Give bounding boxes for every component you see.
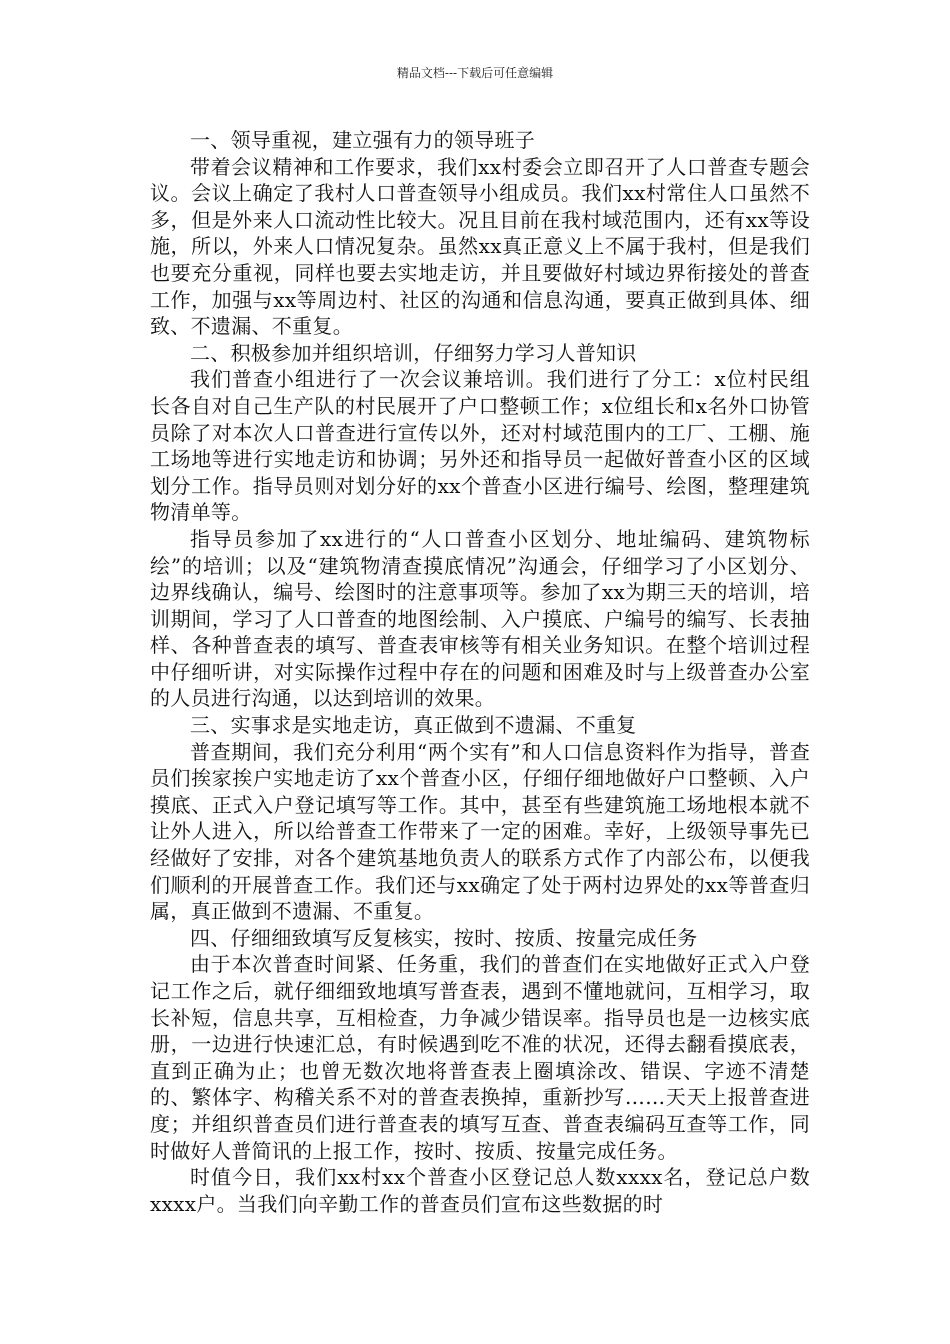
section-heading-1: 一、领导重视，建立强有力的领导班子 xyxy=(190,128,536,152)
body-paragraph: 由于本次普查时间紧、任务重，我们的普查们在实地做好正式入户登记工作之后，就仔细细致地填写普查表，遇到不懂地就问，互相学习，取长补短，信息共享，互相检查，力争减少错误率。指导员也是一边核实底册，一边进行快速汇总，有时候遇到吃不准的状况，还得去翻看摸底表，直到正确为止；也曾无数次地将普查表上圈填涂改、错误、字迹不清楚的、繁体字、构稽关系不对的普查表换掉，重新抄写……天天上报普查进度；并组织普查员们进行普查表的填写互查、普查表编码互查等工作，同时做好人普简讯的上报工作，按时、按质、按量完成任务。 xyxy=(150,952,810,1163)
body-paragraph: 带着会议精神和工作要求，我们xx村委会立即召开了人口普查专题会议。会议上确定了我村人口普查领导小组成员。我们xx村常住人口虽然不多，但是外来人口流动性比较大。况且目前在我村域范围内，还有xx等设施，所以，外来人口情况复杂。虽然xx真正意义上不属于我村，但是我们也要充分重视，同样也要去实地走访，并且要做好村域边界衔接处的普查工作，加强与xx等周边村、社区的沟通和信息沟通，要真正做到具体、细致、不遗漏、不重复。 xyxy=(150,154,810,339)
section-heading-4: 四、仔细细致填写反复核实，按时、按质、按量完成任务 xyxy=(190,925,698,950)
body-paragraph: 我们普查小组进行了一次会议兼培训。我们进行了分工：x位村民组长各自对自己生产队的村民展开了户口整顿工作；x位组长和x名外口协管员除了对本次人口普查进行宣传以外，还对村域范围内的工厂、工棚、施工场地等进行实地走访和协调；另外还和指导员一起做好普查小区的区域划分工作。指导员则对划分好的xx个普查小区进行编号、绘图，整理建筑物清单等。 xyxy=(150,367,810,525)
section-heading-3: 三、实事求是实地走访，真正做到不遗漏、不重复 xyxy=(190,713,637,738)
section-heading-2: 二、积极参加并组织培训，仔细努力学习人普知识 xyxy=(190,340,637,365)
body-paragraph: 普查期间，我们充分利用“两个实有”和人口信息资料作为指导，普查员们挨家挨户实地走访了xx个普查小区，仔细仔细地做好户口整顿、入户摸底、正式入户登记填写等工作。其中，甚至有些建筑施工场地根本就不让外人进入，所以给普查工作带来了一定的困难。幸好，上级领导事先已经做好了安排，对各个建筑基地负责人的联系方式作了内部公布，以便我们顺利的开展普查工作。我们还与xx确定了处于两村边界处的xx等普查归属，真正做到不遗漏、不重复。 xyxy=(150,739,810,924)
page-header: 精品文档---下载后可任意编辑 xyxy=(396,66,554,80)
body-paragraph: 时值今日，我们xx村xx个普查小区登记总人数xxxx名，登记总户数xxxx户。当我们向辛勤工作的普查员们宣布这些数据的时 xyxy=(150,1165,810,1216)
document-body xyxy=(150,127,810,1217)
body-paragraph: 指导员参加了xx进行的“人口普查小区划分、地址编码、建筑物标绘”的培训；以及“建筑物清查摸底情况”沟通会，仔细学习了小区划分、边界线确认，编号、绘图时的注意事项等。参加了xx为期三天的培训，培训期间，学习了人口普查的地图绘制、入户摸底、户编号的编写、长表抽样、各种普查表的填写、普查表审核等有相关业务知识。在整个培训过程中仔细听讲，对实际操作过程中存在的问题和困难及时与上级普查办公室的人员进行沟通，以达到培训的效果。 xyxy=(150,526,810,711)
